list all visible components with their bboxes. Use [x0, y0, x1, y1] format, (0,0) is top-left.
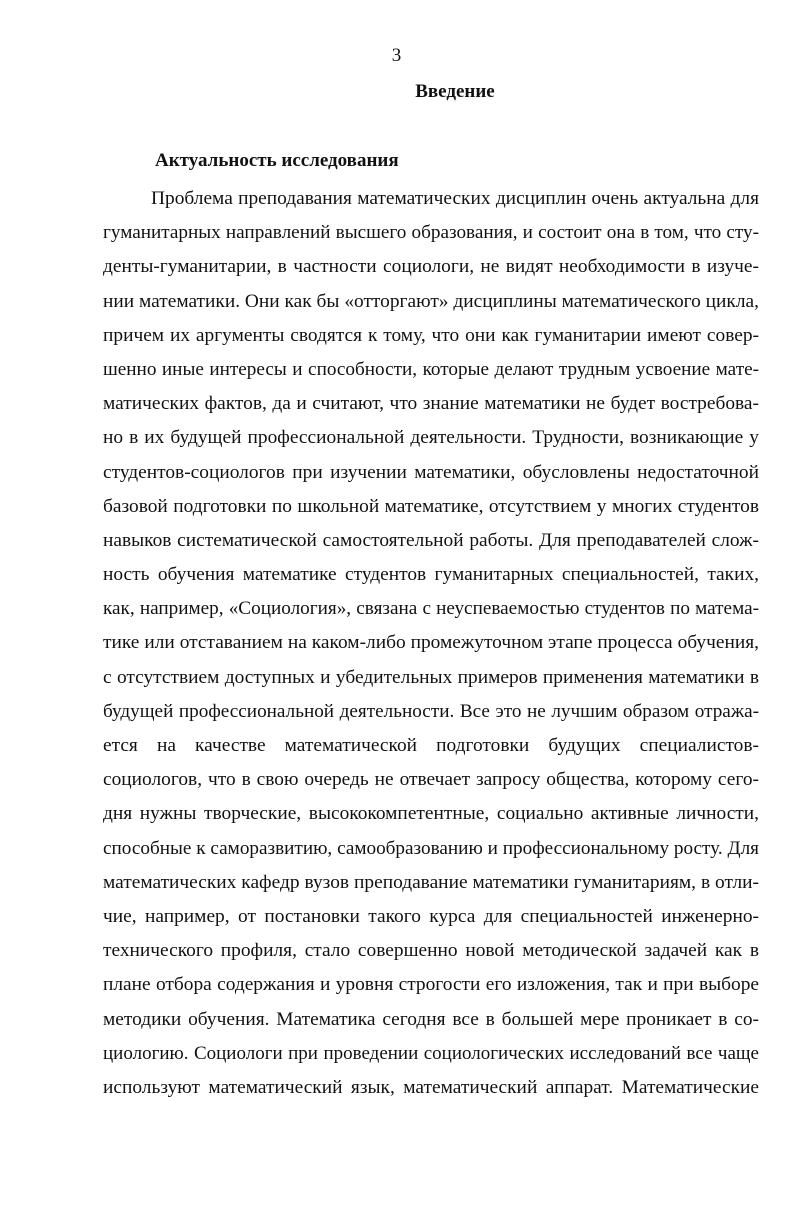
- section-heading: Введение: [415, 81, 495, 102]
- text-line: дня нужны творческие, высококомпетентные, социально активные личности,: [103, 803, 759, 825]
- text-line: будущей профессиональной деятельности. Все это не лучшим образом отража-: [103, 700, 759, 722]
- text-line: денты-гуманитарии, в частности социологи, не видят необходимости в изуче-: [103, 256, 759, 278]
- text-line: но в их будущей профессиональной деятельности. Трудности, возникающие у: [103, 427, 759, 449]
- text-line: базовой подготовки по школьной математике, отсутствием у многих студентов: [103, 495, 759, 517]
- text-line: гуманитарных направлений высшего образования, и состоит она в том, что сту-: [103, 222, 759, 244]
- text-line: математических кафедр вузов преподавание математики гуманитариям, в отли-: [103, 871, 759, 893]
- text-line: с отсутствием доступных и убедительных примеров применения математики в: [103, 666, 759, 688]
- text-line: технического профиля, стало совершенно новой методической задачей как в: [103, 940, 759, 962]
- text-line: студентов-социологов при изучении математики, обусловлены недостаточной: [103, 461, 759, 483]
- text-line: как, например, «Социология», связана с неуспеваемостью студентов по матема-: [103, 598, 759, 620]
- text-line: матических фактов, да и считают, что знание математики не будет востребова-: [103, 393, 759, 415]
- text-line: ность обучения математике студентов гуманитарных специальностей, таких,: [103, 564, 759, 586]
- page-number: 3: [391, 45, 402, 66]
- text-line: тике или отставанием на каком-либо промежуточном этапе процесса обучения,: [103, 632, 759, 654]
- text-line: Проблема преподавания математических дисциплин очень актуальна для: [151, 188, 759, 209]
- text-line: циологию. Социологи при проведении социологических исследований все чаще: [103, 1042, 759, 1064]
- text-line: плане отбора содержания и уровня строгости его изложения, так и при выборе: [103, 974, 759, 996]
- subsection-heading: Актуальность исследования: [155, 150, 399, 171]
- text-line: ется на качестве математической подготовки будущих специалистов-: [103, 735, 759, 756]
- text-line: способные к саморазвитию, самообразованию и профессиональному росту. Для: [103, 837, 759, 859]
- body-paragraph: [103, 182, 759, 1105]
- text-line: социологов, что в свою очередь не отвечает запросу общества, которому сего-: [103, 769, 759, 791]
- text-line: нии математики. Они как бы «отторгают» дисциплины математического цикла,: [103, 290, 759, 312]
- text-line: используют математический язык, математический аппарат. Математические: [103, 1076, 759, 1098]
- text-line: методики обучения. Математика сегодня все в большей мере проникает в со-: [103, 1008, 759, 1030]
- text-line: шенно иные интересы и способности, которые делают трудным усвоение мате-: [103, 358, 759, 380]
- text-line: причем их аргументы сводятся к тому, что они как гуманитарии имеют совер-: [103, 324, 759, 346]
- text-line: чие, например, от постановки такого курса для специальностей инженерно-: [103, 905, 759, 927]
- text-line: навыков систематической самостоятельной работы. Для преподавателей слож-: [103, 529, 759, 551]
